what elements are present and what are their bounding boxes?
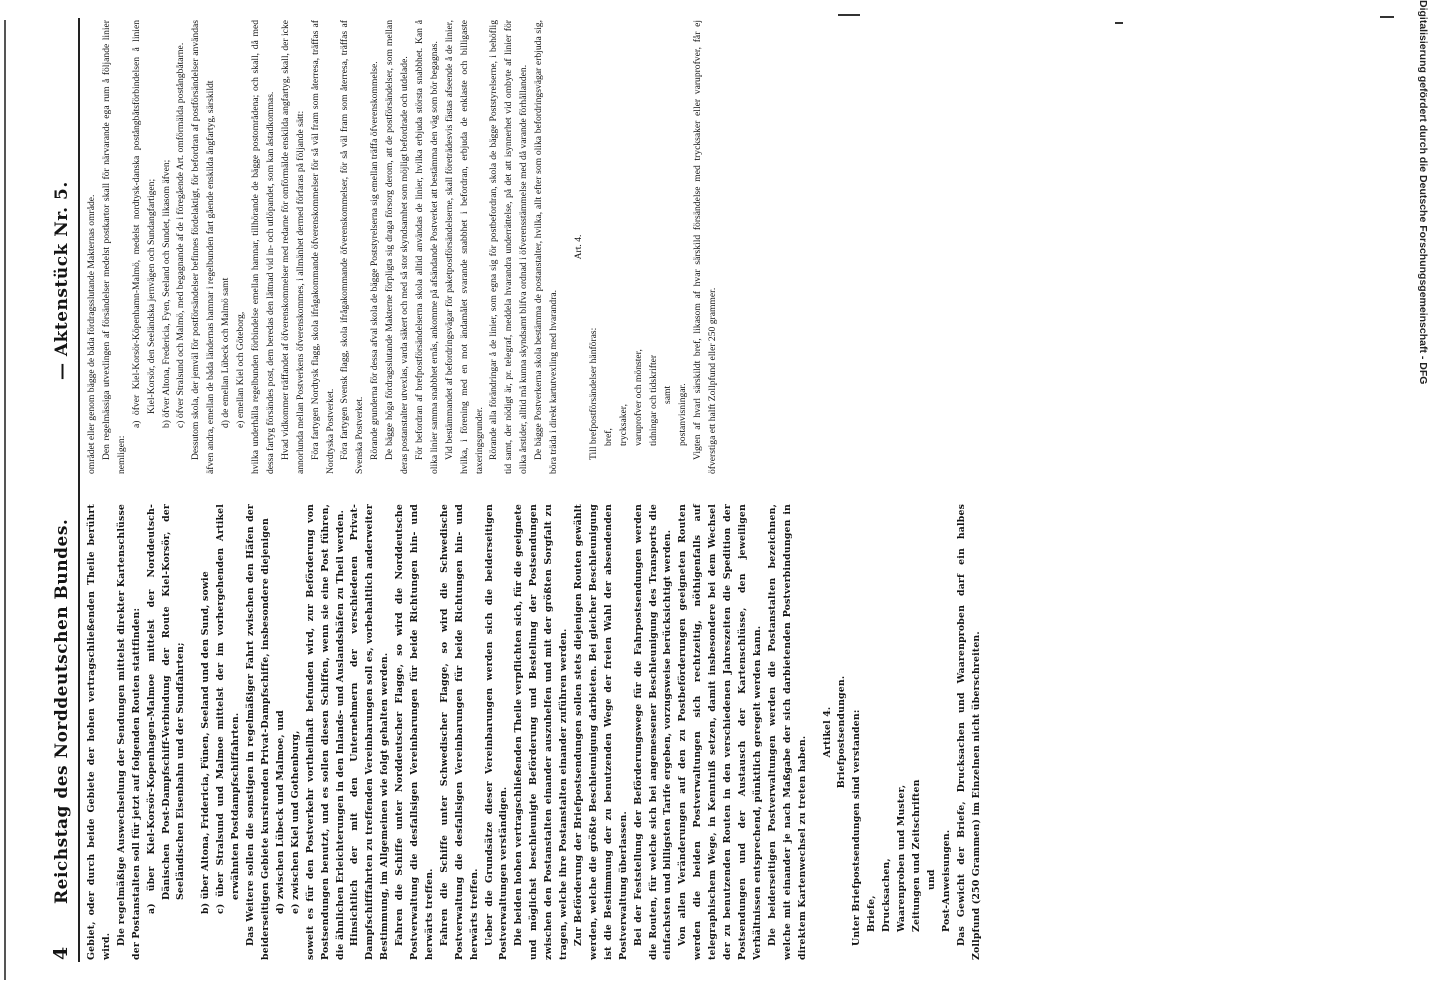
swedish-paragraph: Rörande alla förändringar å de linier, som egna sig för postbefordran, skola de bägge Poststyrelserne, i behöflig tid samt, der nödigt är, pr. telegraf, meddela hvarandra underrättelse, på det att isynnerhet vid ombyte af linier för olika årstider, alltid må kunna skyndsamt blifva ordnad i öfverensstämmelse med då varande förhållanden. — [488, 20, 530, 474]
german-list-item: und — [925, 869, 937, 890]
scan-mark — [1380, 16, 1394, 18]
german-article-intro: Unter Briefpostsendungen sind verstanden: — [851, 709, 863, 946]
scan-edge — [4, 20, 6, 980]
header-rule — [78, 18, 80, 962]
swedish-route-item: c) öfver Stralsund och Malmö, med begagnande af de i föregående Art. omförmälda postångbåtarne. — [175, 42, 187, 428]
german-route-item: d) zwischen Lübeck und Malmoe, und — [274, 710, 286, 914]
swedish-paragraph: området eller genom bägge de båda fördragsslutande Makternas område. — [86, 194, 97, 474]
swedish-list-item: postanvisningar. — [677, 383, 689, 446]
swedish-paragraph: Den regelmässiga utvexlingen af försändelser medelst postkartor skall för närvarande ega rum å följande linier nemligen: — [100, 20, 127, 474]
swedish-route-item: d) de emellan Lübeck och Malmö samt — [220, 277, 232, 428]
german-paragraph: Die regelmäßige Auswechselung der Sendungen mittelst direkter Kartenschlüsse der Postanstalten soll für jetzt auf folgenden Routen stattfinden: — [115, 504, 142, 960]
swedish-paragraph: Föra fartygen Svensk flagg, skola ifrågakommande öfverenskommelser, för så väl fram som återresa, träffas af Svenska Postverket. — [339, 20, 366, 474]
german-paragraph: Hinsichtlich der mit den Unternehmern der verschiedenen Privat-Dampfschifffahrten zu treffenden Vereinbarungen soll es, vorbehaltlich anderweiter Bestimmung, im Allgemeinen wie folgt gehalten werden. — [349, 504, 391, 960]
digitization-credit — [1412, 0, 1432, 1000]
german-paragraph: soweit es für den Postverkehr vortheilhaft befunden wird, zur Beförderung von Postsendungen benutzt, und es sollen diesen Schiffen, wenn sie eine Post führen, die ähnlichen Erleichterungen in den Inlands- und Auslandshäfen zu Theil werden. — [304, 504, 346, 960]
swedish-route-item: e) emellan Kiel och Göteborg, — [235, 311, 247, 428]
swedish-list-item: tidningar och tidskrifter — [647, 354, 659, 446]
german-paragraph: Zur Beförderung der Briefpostsendungen sollen stets diejenigen Routen gewählt werden, welche die größte Beschleunigung darbieten. Bei gleicher Beschleunigung ist die Bestimmung der zu benutzenden Wege der freien Wahl der absendenden Postverwaltung überlassen. — [573, 504, 629, 960]
swedish-article-intro: Till brefpostförsändelser hänföras: — [587, 327, 599, 460]
swedish-list-item: trycksaker, — [617, 404, 629, 446]
german-article-subtitle: Briefpostsendungen. — [836, 675, 848, 789]
swedish-list-item: samt — [662, 385, 674, 404]
german-route-item: a) über Kiel-Korsör-Kopenhagen-Malmoe mittelst der Norddeutsch-Dänischen Post-Dampfschiff-Verbindung der Route Kiel-Korsör, der Seeländischen Eisenbahn und der Sundfahrten; — [145, 504, 187, 914]
german-paragraph: Das Gewicht der Briefe, Drucksachen und Waarenproben darf ein halbes Zollpfund (250 Grammen) im Einzelnen nicht überschreiten. — [955, 504, 982, 960]
german-paragraph: Ueber die Grundsätze dieser Vereinbarungen werden sich die beiderseitigen Postverwaltungen verständigen. — [483, 504, 510, 960]
german-paragraph: Gebiet, oder durch beide Gebiete der hohen vertragschließenden Theile berührt wird. — [86, 504, 112, 960]
german-article-title: Artikel 4. — [821, 706, 833, 758]
german-paragraph: Die beiderseitigen Postverwaltungen werden die Postanstalten bezeichnen, welche mit einander je nach Maßgabe der sich darbietenden Postverbindungen in direktem Kartenwechsel zu treten haben. — [766, 504, 808, 960]
swedish-paragraph: Föra fartygen Nordtysk flagg, skola ifrågakommande öfverenskommelser för så väl fram som återresa, träffas af Nordtyska Postverket. — [309, 20, 336, 474]
swedish-route-item: a) öfver Kiel-Korsör-Köpenhamn-Malmö, medelst nordtysk-danska postångbåtsförbindelsen å linien Kiel-Korsör, den Seeländska jernvägen och Sundangfartigen; — [130, 20, 157, 428]
swedish-paragraph: Vigten af hvarl särskildt bref, likasom af hvar särskild försändelse med trycksaker eller varuprofver, får ej öfverstiga ett halft Zollpfund eller 250 grammer. — [692, 20, 719, 474]
swedish-list-item: bref, — [602, 428, 614, 446]
swedish-route-item: b) öfver Altona, Fredericia, Fyen, Seeland och Sundet, likasom äfven; — [160, 159, 172, 428]
german-paragraph: Bei der Feststellung der Beförderungswege für die Fahrpostsendungen werden die Routen, für welche sich bei angemessener Beschleunigung des Transports die einfachsten und billigsten Tarife ergeben, vorzugsweise berücksichtigt werden. — [632, 504, 674, 960]
page-number: 4 — [50, 946, 72, 960]
header-left-title: Reichstag des Norddeutschen Bundes. — [52, 518, 72, 904]
swedish-column — [85, 20, 721, 474]
swedish-paragraph: Vid bestämmandet af befordringsvägar för paketpostförsändelserne, skall företrädesvis fästas afseende å de linier, hvilka, i förening med en mot ändamålet svarande snabbhet i befordran, erbjuda de enklaste och billigaste taxeringsgrunder. — [443, 20, 485, 474]
german-paragraph: Fahren die Schiffe unter Schwedischer Flagge, so wird die Schwedische Postverwaltung die desfallsigen Vereinbarungen für beide Richtungen hin- und herwärts treffen. — [438, 504, 480, 960]
swedish-paragraph: Dessutom skola, der jemväl för postförsändelser befinnes fördelaktigt, för befordran af postförsändelser användas äfven andra, emellan de båda ländernas hamnar i regelbunden fart gående enskilda ångfartyg, särskildt — [190, 20, 217, 474]
german-paragraph: Das Weitere sollen die sonstigen in regelmäßiger Fahrt zwischen den Häfen der beiderseitigen Gebiete kursirenden Privat-Dampfschiffe, insbesondere diejenigen — [245, 504, 271, 960]
german-list-item: Briefe, — [866, 895, 878, 932]
swedish-paragraph: Rörande grunderna för dessa afval skola de bägge Poststyrelserna sig emellan träffa öfverenskommelse. — [369, 61, 381, 460]
german-list-item: Post-Anweisungen. — [940, 829, 952, 932]
german-paragraph: Fahren die Schiffe unter Norddeutscher Flagge, so wird die Norddeutsche Postverwaltung die desfallsigen Vereinbarungen für beide Richtungen hin- und herwärts treffen. — [394, 504, 435, 960]
german-route-item: b) über Altona, Fridericia, Fünen, Seeland und den Sund, sowie — [200, 571, 212, 914]
scan-mark — [1115, 22, 1123, 24]
german-paragraph: Die beiden hohen vertragschließenden Theile verpflichten sich, für die geeignete und möglichst beschleunigte Beförderung und Bestellung der Postsendungen zwischen den Postanstalten einander auszuhelfen und mit der größten Sorgfalt zu tragen, welche ihre Postanstalten einander zuführen werden. — [513, 504, 570, 960]
swedish-paragraph: hvilka underhålla regelbunden förbindelse emellan hamnar, tillhörande de bägge postområdena; och skall, då med dessa fartyg försändes post, dem beredas den lättnad vid in- och utlöpandet, som kan åstadkommas. — [249, 20, 276, 474]
german-column — [85, 504, 984, 960]
swedish-list-item: varuprofver och mönster, — [632, 349, 644, 446]
german-list-item: Waarenproben und Muster, — [896, 784, 908, 932]
header-right-title: — Aktenstück Nr. 5. — [52, 181, 72, 380]
swedish-paragraph: De bägge höga fördragsslutande Makterne förpligta sig draga försorg derom, att de postförsändelser, som mellan deras postanstalter utvexlas, varda säkert och med så stor skyndsamhet som möjligt befordrade och utdelade. — [384, 20, 411, 474]
german-route-item: c) über Stralsund und Malmoe mittelst der im vorhergehenden Artikel erwähnten Postdampfschiffahrten. — [215, 504, 242, 914]
german-list-item: Zeitungen und Zeitschriften — [910, 779, 922, 932]
swedish-paragraph: De bägge Postverkerna skola bestämma de postanstalter, hvilka, allt efter som olika befordringsvägar erbjuda sig, böra träda i direkt kartutvexling med hvarandra. — [533, 20, 560, 474]
credit-text: Digitalisierung gefördert durch die Deutsche Forschungsgemeinschaft - DFG — [1417, 0, 1429, 385]
swedish-paragraph: Hvad vidkommer träffandet af öfverenskommelser med redarne för omförmälde enskilda angfartyg, skall, der icke annorlunda mellan Postverkens öfverenskommes, i allmänhet dermed förfaras på följande sätt: — [279, 20, 306, 474]
swedish-paragraph: För befordran af brefpostförsändelserna skola alltid användas de linier, hvilka erbjuda största snabbhet. Kan å olika linier samma snabbhet ernås, ankomme på afsändande Postverket att bestämma den väg som bör begagnas. — [413, 20, 440, 474]
german-route-item: e) zwischen Kiel und Gothenburg, — [289, 730, 301, 914]
german-paragraph: Von allen Veränderungen auf den zu Postbeförderungen geeigneten Routen werden die beiden Postverwaltungen sich rechtzeitig, nöthigenfalls auf telegraphischem Wege, in Kenntniß setzen, damit insbesondere bei dem Wechsel der zu benutzenden Routen in den verschiedenen Jahreszeiten die Spedition der Postsendungen und der Austausch der Kartenschlüsse, den jeweiligen Verhältnissen entsprechend, pünktlich geregelt werden kann. — [677, 504, 763, 960]
swedish-article-title: Art. 4. — [573, 234, 584, 260]
german-list-item: Drucksachen, — [881, 858, 893, 932]
scan-mark — [838, 14, 860, 16]
